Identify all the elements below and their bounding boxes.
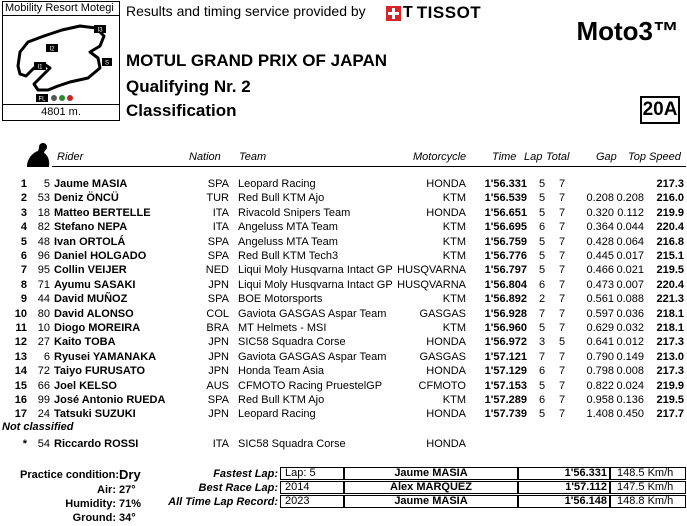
best-lap: 5 <box>538 379 546 392</box>
team-name: Red Bull KTM Ajo <box>238 394 325 406</box>
position: 8 <box>20 278 27 291</box>
circuit-map-box <box>2 1 120 105</box>
best-lap: 6 <box>538 365 546 378</box>
gap-to-first: 0.428 <box>586 235 614 248</box>
lap-time: 1'56.539 <box>484 192 527 205</box>
best-lap: 5 <box>538 408 546 421</box>
position: 16 <box>14 394 27 406</box>
gap-to-first: 0.641 <box>586 336 614 349</box>
gap-to-previous: 0.008 <box>616 365 644 378</box>
nation: SPA <box>207 250 229 262</box>
total-laps: 7 <box>558 307 566 320</box>
table-row <box>0 235 687 249</box>
nation: AUS <box>206 379 229 392</box>
table-row <box>0 278 687 292</box>
rider-name: Collin VEIJER <box>54 264 127 277</box>
nation: COL <box>206 307 229 320</box>
gap-to-previous: 0.017 <box>616 250 644 262</box>
rider-name: David ALONSO <box>54 307 134 320</box>
rider-number: 10 <box>37 322 50 334</box>
all-time-record-year: 2023 <box>280 495 344 508</box>
top-speed: 213.0 <box>656 350 684 363</box>
rider-name: Joel KELSO <box>54 379 117 392</box>
rider-number: 82 <box>37 221 50 234</box>
rider-number: 48 <box>37 235 50 248</box>
nation: SPA <box>207 235 229 248</box>
gap-to-previous: 0.007 <box>616 278 644 291</box>
motorcycle: KTM <box>442 322 466 334</box>
motorcycle: HONDA <box>426 365 466 378</box>
practice-condition-label: Practice condition: <box>20 469 120 481</box>
rider-number: 54 <box>37 438 50 450</box>
motorcycle: HONDA <box>426 438 466 450</box>
gap-to-previous: 0.088 <box>616 293 644 306</box>
top-speed: 216.8 <box>656 235 684 248</box>
best-lap: 2 <box>538 293 546 306</box>
lap-time: 1'56.797 <box>484 264 527 277</box>
best-lap: 5 <box>538 250 546 262</box>
rider-number: 6 <box>43 350 50 363</box>
col-gap: Gap <box>596 151 617 163</box>
best-lap: 6 <box>538 221 546 234</box>
rider-name: Matteo BERTELLE <box>54 206 151 219</box>
gap-to-first: 0.597 <box>586 307 614 320</box>
gap-to-first: 0.473 <box>586 278 614 291</box>
rider-name: Taiyo FURUSATO <box>54 365 146 378</box>
team-name: Red Bull KTM Ajo <box>238 192 325 205</box>
best-lap: 6 <box>538 394 546 406</box>
lap-time: 1'57.153 <box>484 379 527 392</box>
humidity-value: 71% <box>119 498 142 510</box>
gap-to-previous: 0.136 <box>616 394 644 406</box>
team-name: SIC58 Squadra Corse <box>238 438 346 450</box>
nation: SPA <box>207 394 229 406</box>
team-name: Gaviota GASGAS Aspar Team <box>238 350 387 363</box>
top-speed: 218.1 <box>656 307 684 320</box>
best-lap: 5 <box>538 192 546 205</box>
total-laps: 7 <box>558 235 566 248</box>
motorcycle: CFMOTO <box>418 379 466 392</box>
team-name: CFMOTO Racing PruestelGP <box>238 379 383 392</box>
position: 6 <box>20 250 27 262</box>
team-name: BOE Motorsports <box>238 293 323 306</box>
fastest-lap-rider: Jaume MASIA <box>344 467 518 480</box>
table-row <box>0 177 687 191</box>
best-lap: 3 <box>538 336 546 349</box>
nation: BRA <box>206 322 229 334</box>
marker-i2: I2 <box>49 46 55 53</box>
table-row <box>0 191 687 205</box>
nation: ITA <box>212 221 229 234</box>
table-row <box>0 321 687 335</box>
gap-to-first: 0.320 <box>586 206 614 219</box>
lap-time: 1'56.759 <box>484 235 527 248</box>
total-laps: 7 <box>558 394 566 406</box>
best-lap: 7 <box>538 350 546 363</box>
document-title: Classification <box>126 101 237 120</box>
lap-time: 1'56.804 <box>484 278 527 291</box>
table-row <box>0 220 687 234</box>
position: 3 <box>20 206 27 219</box>
gap-to-previous: 0.450 <box>616 408 644 421</box>
rider-name: David MUÑOZ <box>54 293 128 306</box>
team-name: SIC58 Squadra Corse <box>238 336 346 349</box>
gap-to-previous: 0.064 <box>616 235 644 248</box>
motorcycle: HONDA <box>426 206 466 219</box>
col-rider: Rider <box>57 151 84 163</box>
best-race-lap-speed: 147.5 Km/h <box>610 481 686 494</box>
rider-number: 99 <box>37 394 50 406</box>
top-speed: 221.3 <box>656 293 684 306</box>
air-value: 27° <box>119 484 136 496</box>
gap-to-previous: 0.044 <box>616 221 644 234</box>
motorcycle: HUSQVARNA <box>397 278 466 291</box>
gap-to-previous: 0.112 <box>617 206 644 219</box>
tissot-logo <box>386 3 481 23</box>
team-name: Honda Team Asia <box>238 365 325 378</box>
rider-number: 27 <box>37 336 50 349</box>
nation: JPN <box>208 365 229 378</box>
rider-name: Tatsuki SUZUKI <box>54 408 136 421</box>
nation: ITA <box>212 438 229 450</box>
lap-time: 1'56.331 <box>484 178 527 190</box>
rider-name: Deniz ÖNCÜ <box>54 192 119 205</box>
motorcycle: KTM <box>442 221 466 234</box>
fastest-lap-lap: Lap: 5 <box>280 467 344 480</box>
event-title: MOTUL GRAND PRIX OF JAPAN <box>126 51 387 70</box>
nation: JPN <box>208 408 229 421</box>
rider-number: 53 <box>37 192 50 205</box>
top-speed: 217.3 <box>656 365 684 378</box>
gap-to-first: 0.208 <box>586 192 614 205</box>
all-time-record-time: 1'56.148 <box>518 495 610 508</box>
lap-time: 1'56.972 <box>484 336 527 349</box>
nation: JPN <box>208 336 229 349</box>
rider-number: 96 <box>37 250 50 262</box>
gap-to-previous: 0.032 <box>616 322 644 334</box>
table-row <box>0 407 687 421</box>
total-laps: 7 <box>558 250 566 262</box>
top-speed: 219.9 <box>656 379 684 392</box>
total-laps: 7 <box>558 206 566 219</box>
total-laps: 7 <box>558 365 566 378</box>
nation: SPA <box>207 178 229 190</box>
rider-number: 95 <box>37 264 50 277</box>
col-nation: Nation <box>189 151 221 163</box>
position: 7 <box>20 264 27 277</box>
total-laps: 7 <box>558 379 566 392</box>
position: 10 <box>14 307 27 320</box>
table-row <box>0 379 687 393</box>
position: 4 <box>20 221 27 234</box>
fastest-lap-label: Fastest Lap: <box>213 468 278 480</box>
gap-to-first: 0.790 <box>586 350 614 363</box>
circuit-track-map <box>4 18 120 104</box>
gap-to-first: 0.466 <box>586 264 614 277</box>
top-speed: 220.4 <box>656 221 684 234</box>
motorcycle: KTM <box>442 394 466 406</box>
total-laps: 7 <box>558 264 566 277</box>
team-name: Liqui Moly Husqvarna Intact GP <box>238 264 393 277</box>
rider-name: Ryusei YAMANAKA <box>54 350 157 363</box>
rider-number: 80 <box>37 307 50 320</box>
all-time-record-rider: Jaume MASIA <box>344 495 518 508</box>
best-race-lap-time: 1'57.112 <box>518 481 610 494</box>
team-name: MT Helmets - MSI <box>238 322 327 334</box>
best-lap: 5 <box>538 206 546 219</box>
rider-number: 71 <box>37 278 50 291</box>
total-laps: 5 <box>558 336 566 349</box>
position: 12 <box>14 336 27 349</box>
lap-time: 1'56.776 <box>484 250 527 262</box>
series-title: Moto3™ <box>576 16 679 46</box>
table-row <box>0 393 687 407</box>
team-name: Liqui Moly Husqvarna Intact GP <box>238 278 393 291</box>
top-speed: 219.5 <box>656 394 684 406</box>
position: 9 <box>20 293 27 306</box>
motorcycle: KTM <box>442 192 466 205</box>
table-row <box>0 364 687 378</box>
team-name: Red Bull KTM Tech3 <box>238 250 339 262</box>
humidity-label: Humidity: <box>65 498 116 510</box>
gap-to-first: 0.445 <box>586 250 614 262</box>
gap-to-first: 0.629 <box>586 322 614 334</box>
circuit-length: 4801 m. <box>2 105 120 121</box>
motorcycle: GASGAS <box>419 350 466 363</box>
position: 15 <box>14 379 27 392</box>
motorcycle: KTM <box>442 250 466 262</box>
document-code: 20A <box>640 96 680 124</box>
ground-value: 34° <box>119 512 136 524</box>
gap-to-previous: 0.149 <box>616 350 644 363</box>
rider-name: Kaito TOBA <box>54 336 116 349</box>
table-row <box>0 335 687 349</box>
best-lap: 5 <box>538 235 546 248</box>
nation: ITA <box>212 206 229 219</box>
gap-to-first: 0.798 <box>586 365 614 378</box>
motorcycle: HUSQVARNA <box>397 264 466 277</box>
position: 5 <box>20 235 27 248</box>
top-speed: 215.1 <box>656 250 684 262</box>
team-name: Angeluss MTA Team <box>238 221 338 234</box>
best-lap: 7 <box>538 307 546 320</box>
ground-label: Ground: <box>72 512 116 524</box>
gap-to-first: 0.958 <box>586 394 614 406</box>
team-name: Gaviota GASGAS Aspar Team <box>238 307 387 320</box>
top-speed: 219.5 <box>656 264 684 277</box>
position: * <box>22 438 27 450</box>
gap-to-first: 0.822 <box>586 379 614 392</box>
best-lap: 5 <box>538 322 546 334</box>
rider-number: 66 <box>37 379 50 392</box>
total-laps: 7 <box>558 408 566 421</box>
top-speed: 217.3 <box>656 178 684 190</box>
nation: NED <box>205 264 229 277</box>
col-motorcycle: Motorcycle <box>413 151 467 163</box>
total-laps: 7 <box>558 278 566 291</box>
rider-number: 5 <box>43 178 50 190</box>
position: 13 <box>14 350 27 363</box>
total-laps: 7 <box>558 322 566 334</box>
best-race-lap-year: 2014 <box>280 481 344 494</box>
tissot-symbol: T <box>403 4 413 21</box>
motorcycle: KTM <box>442 293 466 306</box>
rider-number: 44 <box>37 293 50 306</box>
lap-time: 1'57.739 <box>484 408 527 421</box>
marker-fl: FL <box>38 96 46 103</box>
air-label: Air: <box>97 484 116 496</box>
rider-name: Diogo MOREIRA <box>54 322 141 334</box>
not-classified-title: Not classified <box>2 421 74 433</box>
table-row <box>0 263 687 277</box>
table-row <box>0 249 687 263</box>
position: 2 <box>20 192 27 205</box>
col-team: Team <box>239 151 267 163</box>
table-row <box>0 307 687 321</box>
marker-s: S <box>104 60 110 67</box>
top-speed: 217.7 <box>656 408 684 421</box>
motorcycle: GASGAS <box>419 307 466 320</box>
nation: TUR <box>206 192 229 205</box>
rider-name: Daniel HOLGADO <box>54 250 147 262</box>
rider-name: Ivan ORTOLÁ <box>54 235 126 248</box>
lap-time: 1'56.892 <box>484 293 527 306</box>
gap-to-previous: 0.208 <box>616 192 644 205</box>
top-speed: 218.1 <box>656 322 684 334</box>
header-divider <box>52 166 686 167</box>
top-speed: 220.4 <box>656 278 684 291</box>
nation: JPN <box>208 278 229 291</box>
col-lap: Lap <box>524 151 543 163</box>
marker-i1: I1 <box>37 64 43 71</box>
swiss-cross-icon <box>386 6 401 21</box>
table-row <box>0 350 687 364</box>
gap-to-previous: 0.036 <box>616 307 644 320</box>
best-lap: 5 <box>538 264 546 277</box>
table-row <box>0 437 687 451</box>
tissot-wordmark: TISSOT <box>416 3 482 22</box>
position: 1 <box>20 178 27 190</box>
col-time: Time <box>492 151 517 163</box>
table-row <box>0 206 687 220</box>
top-speed: 216.0 <box>656 192 684 205</box>
top-speed: 219.9 <box>656 206 684 219</box>
rider-name: Ayumu SASAKI <box>54 278 136 291</box>
gap-to-first: 0.561 <box>586 293 614 306</box>
nation: JPN <box>208 350 229 363</box>
motorcycle: HONDA <box>426 408 466 421</box>
rider-number: 72 <box>37 365 50 378</box>
total-laps: 7 <box>558 350 566 363</box>
top-speed: 217.3 <box>656 336 684 349</box>
position: 14 <box>14 365 27 378</box>
provided-by-text: Results and timing service provided by <box>126 3 366 19</box>
team-name: Leopard Racing <box>238 178 316 190</box>
gap-to-first: 0.364 <box>586 221 614 234</box>
lap-time: 1'57.289 <box>484 394 527 406</box>
lap-time: 1'56.695 <box>484 221 527 234</box>
practice-condition-value: Dry <box>119 467 141 482</box>
motorcycle: HONDA <box>426 336 466 349</box>
lap-time: 1'56.960 <box>484 322 527 334</box>
circuit-name: Mobility Resort Motegi <box>3 2 119 16</box>
table-row <box>0 292 687 306</box>
lap-time: 1'56.651 <box>484 206 527 219</box>
lap-time: 1'56.928 <box>484 307 527 320</box>
position: 11 <box>15 322 27 334</box>
motorcycle: KTM <box>442 235 466 248</box>
gap-to-previous: 0.012 <box>616 336 644 349</box>
marker-i3: I3 <box>97 27 103 34</box>
lap-time: 1'57.121 <box>484 350 527 363</box>
best-lap: 5 <box>538 178 546 190</box>
col-top-speed: Top Speed <box>628 151 681 163</box>
rider-name: Jaume MASIA <box>54 178 128 190</box>
team-name: Angeluss MTA Team <box>238 235 338 248</box>
total-laps: 7 <box>558 192 566 205</box>
best-race-lap-rider: Alex MARQUEZ <box>344 481 518 494</box>
lap-time: 1'57.129 <box>484 365 527 378</box>
total-laps: 7 <box>558 221 566 234</box>
motorcycle: HONDA <box>426 178 466 190</box>
total-laps: 7 <box>558 293 566 306</box>
fastest-lap-speed: 148.5 Km/h <box>610 467 686 480</box>
best-lap: 6 <box>538 278 546 291</box>
team-name: Leopard Racing <box>238 408 316 421</box>
gap-to-first: 1.408 <box>586 408 614 421</box>
rider-name: Stefano NEPA <box>54 221 128 234</box>
total-laps: 7 <box>558 178 566 190</box>
team-name: Rivacold Snipers Team <box>238 206 351 219</box>
motorcycle-rider-icon <box>24 141 52 169</box>
best-race-lap-label: Best Race Lap: <box>198 482 278 494</box>
all-time-record-label: All Time Lap Record: <box>168 496 278 508</box>
gap-to-previous: 0.021 <box>616 264 644 277</box>
rider-number: 18 <box>37 206 50 219</box>
fastest-lap-time: 1'56.331 <box>518 467 610 480</box>
session-title: Qualifying Nr. 2 <box>126 77 251 96</box>
rider-number: 24 <box>37 408 50 421</box>
all-time-record-speed: 148.8 Km/h <box>610 495 686 508</box>
nation: SPA <box>207 293 229 306</box>
rider-name: José Antonio RUEDA <box>54 394 166 406</box>
gap-to-previous: 0.024 <box>616 379 644 392</box>
col-total: Total <box>546 151 570 163</box>
position: 17 <box>14 408 27 421</box>
rider-name: Riccardo ROSSI <box>54 438 139 450</box>
